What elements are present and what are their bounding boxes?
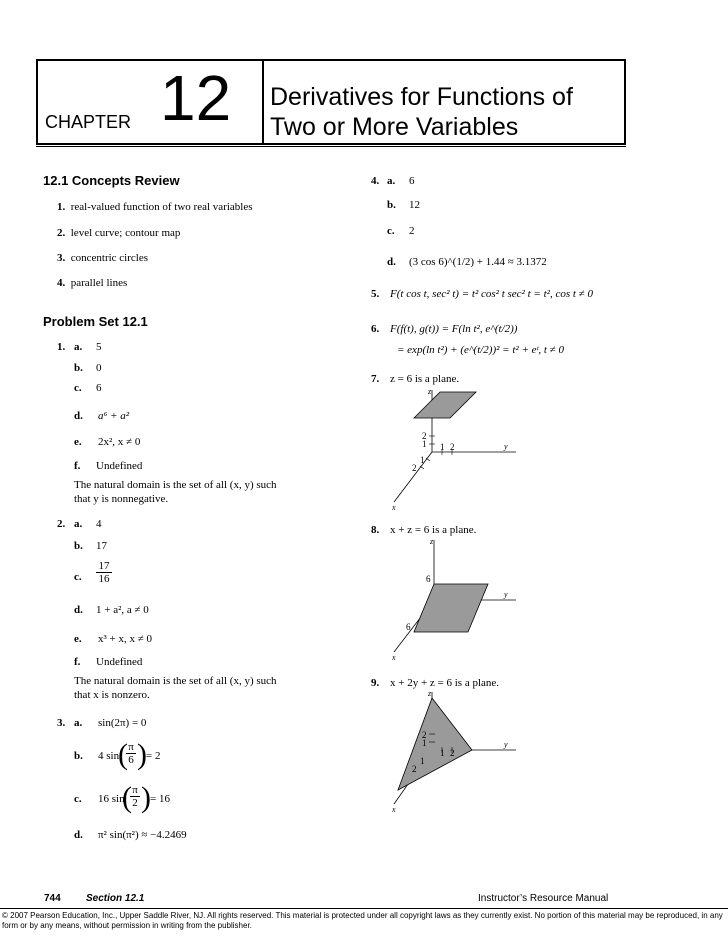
chapter-title [270,82,573,142]
domain-note: The natural domain is the set of all (x, y) such [74,675,277,687]
part-label: b. [74,750,83,762]
x-label: x [392,653,396,662]
part-label: e. [74,436,82,448]
fraction-denominator: 16 [96,572,112,585]
concept-item: 1. real-valued function of two real variables [57,201,253,213]
z-tick-1: 1 [422,439,427,449]
x-tick-1: 1 [420,756,425,766]
fraction [130,784,140,809]
y-tick-1: 1 [440,748,445,758]
part-label: c. [74,793,82,805]
answer-text: 6 [96,382,102,394]
part-label: a. [74,518,83,530]
answer-text: π² sin(π²) ≈ −4.2469 [98,829,187,841]
answer-post: = 2 [146,750,161,762]
x-tick-6: 6 [406,622,411,632]
z-label: z [428,387,432,396]
concept-item: 3. concentric circles [57,252,149,264]
answer-text: 4 [96,518,102,530]
answer-text: = exp(ln t²) + (e^(t/2))² = t² + eᵗ, t ≠ 0 [397,344,564,356]
answer-text: sin(2π) = 0 [98,717,147,729]
part-label: c. [74,571,82,583]
problem-number: 6. [371,323,380,335]
part-label: b. [74,362,83,374]
graph-plane-z6 [384,384,534,514]
x-tick-2: 2 [412,463,417,473]
answer-text: Undefined [96,460,143,472]
part-label: a. [387,175,396,187]
fraction-denominator: 2 [130,796,140,809]
graph-plane-x-2y-z-6 [384,686,534,816]
problem-number: 3. [57,717,66,729]
answer-text: Undefined [96,656,143,668]
y-label: y [504,740,508,749]
answer-text: a⁶ + a² [98,410,130,422]
concept-item: 4. parallel lines [57,277,128,289]
answer-post: = 16 [150,793,170,805]
answer-text: 1 + a², a ≠ 0 [96,604,149,616]
page-number: 744 [44,893,61,904]
problem-number: 2. [57,518,66,530]
answer-text: x + 2y + z = 6 is a plane. [390,677,500,689]
z-tick-2: 2 [422,431,427,441]
z-label: z [428,689,432,698]
problem-number: 7. [371,373,380,385]
chapter-label: CHAPTER [45,112,132,132]
answer-text: x + z = 6 is a plane. [390,524,477,536]
part-label: b. [74,540,83,552]
plane-surface [414,392,476,418]
problem-set-heading: Problem Set 12.1 [43,314,148,329]
domain-note: that y is nonnegative. [74,493,169,505]
paren-right: ) [137,738,147,771]
z-tick-6: 6 [426,574,431,584]
answer-text: x³ + x, x ≠ 0 [98,633,153,645]
answer-text: 5 [96,341,102,353]
paren-left: ( [118,738,128,771]
x-label: x [392,805,396,814]
fraction [126,741,136,766]
chapter-header-underline [36,146,626,147]
part-label: e. [74,633,82,645]
problem-number: 8. [371,524,380,536]
domain-note: that x is nonzero. [74,689,150,701]
problem-number: 1. [57,341,66,353]
problem-number: 5. [371,288,380,300]
x-label: x [392,503,396,512]
z-tick-1: 1 [422,738,427,748]
part-label: d. [74,829,83,841]
answer-pre: 16 sin [98,793,125,805]
answer-text: 0 [96,362,102,374]
concepts-heading: 12.1 Concepts Review [43,173,180,188]
answer-text: 17 [96,540,107,552]
part-label: c. [387,225,395,237]
part-label: b. [387,199,396,211]
paren-right: ) [141,781,151,814]
part-label: d. [387,256,396,268]
x-axis [394,452,432,502]
part-label: c. [74,382,82,394]
paren-left: ( [122,781,132,814]
answer-pre: 4 sin [98,750,120,762]
part-label: f. [74,460,81,472]
answer-text: 2 [409,225,415,237]
x-tick-2: 2 [412,764,417,774]
part-label: d. [74,604,83,616]
footer-section: Section 12.1 [86,893,145,904]
fraction-numerator: 17 [98,560,110,572]
part-label: a. [74,341,83,353]
chapter-number: 12 [160,62,232,134]
chapter-title-line2: Two or More Variables [270,113,519,141]
footer-divider [0,908,728,909]
plane-surface [414,584,488,632]
z-label: z [430,537,434,546]
y-tick-2: 2 [450,442,455,452]
problem-number: 4. [371,175,380,187]
answer-text: (3 cos 6)^(1/2) + 1.44 ≈ 3.1372 [409,256,547,268]
answer-text: F(f(t), g(t)) = F(ln t², e^(t/2)) [390,323,518,335]
answer-text: 6 [409,175,415,187]
chapter-header-divider [262,59,264,145]
fraction-numerator: π [128,741,134,753]
answer-text: z = 6 is a plane. [390,373,460,385]
y-tick-1: 1 [440,442,445,452]
fraction [96,560,112,585]
part-label: d. [74,410,83,422]
x-tick-1: 1 [420,455,425,465]
y-label: y [504,442,508,451]
footer-manual: Instructor’s Resource Manual [478,893,609,904]
copyright-notice: © 2007 Pearson Education, Inc., Upper Saddle River, NJ. All rights reserved. This material is protected under all copyright laws as they currently exist. No portion of this material may be reproduced, in any form or by any means, without permission in writing from the publisher. [2,911,723,930]
concept-item: 2. level curve; contour map [57,227,181,239]
problem-number: 9. [371,677,380,689]
y-tick-2: 2 [450,748,455,758]
part-label: a. [74,717,83,729]
graph-plane-x-plus-z-6 [384,534,534,664]
part-label: f. [74,656,81,668]
y-label: y [504,590,508,599]
fraction-numerator: π [132,784,138,796]
fraction-denominator: 6 [126,753,136,766]
domain-note: The natural domain is the set of all (x, y) such [74,479,277,491]
plane-surface [398,698,472,790]
answer-text: F(t cos t, sec² t) = t² cos² t sec² t = t², cos t ≠ 0 [390,288,593,300]
chapter-title-line1: Derivatives for Functions of [270,83,573,111]
answer-text: 12 [409,199,420,211]
answer-text: 2x², x ≠ 0 [98,436,141,448]
z-tick-2: 2 [422,730,427,740]
